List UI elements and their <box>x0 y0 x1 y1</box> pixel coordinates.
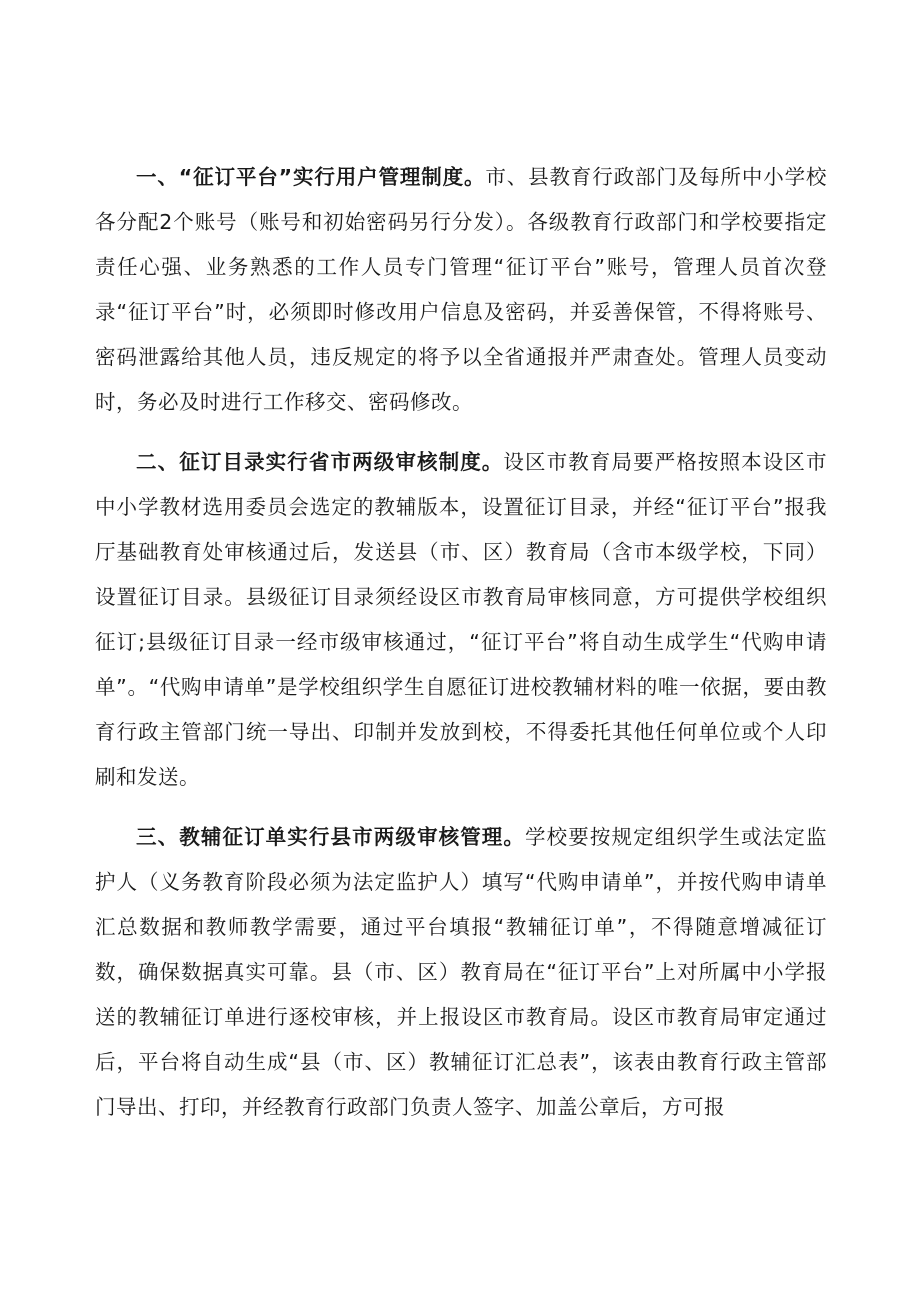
paragraph-body: 学校要按规定组织学生或法定监护人（义务教育阶段必须为法定监护人）填写“代购申请单”，并按代购申请单汇总数据和教师教学需要，通过平台填报“教辅征订单”，不得随意增减征订数，确保数据真实可靠。县（市、区）教育局在“征订平台”上对所属中小学报送的教辅征订单进行逐校审核，并上报设区市教育局。设区市教育局审定通过后，平台将自动生成“县（市、区）教辅征订汇总表”，该表由教育行政主管部门导出、打印，并经教育行政部门负责人签字、加盖公章后，方可报 <box>95 825 827 1119</box>
paragraph-user-management <box>95 155 827 425</box>
paragraph-heading: 一、“征订平台”实行用户管理制度。 <box>136 165 486 189</box>
document-page <box>95 155 827 1145</box>
paragraph-order-review <box>95 815 827 1130</box>
paragraph-heading: 三、教辅征订单实行县市两级审核管理。 <box>136 825 526 849</box>
paragraph-catalog-review <box>95 440 827 800</box>
paragraph-body: 设区市教育局要严格按照本设区市中小学教材选用委员会选定的教辅版本，设置征订目录，并经“征订平台”报我厅基础教育处审核通过后，发送县（市、区）教育局（含市本级学校，下同）设置征订目录。县级征订目录须经设区市教育局审核同意，方可提供学校组织征订;县级征订目录一经市级审核通过，“征订平台”将自动生成学生“代购申请单”。“代购申请单”是学校组织学生自愿征订进校教辅材料的唯一依据，要由教育行政主管部门统一导出、印制并发放到校，不得委托其他任何单位或个人印刷和发送。 <box>95 450 828 789</box>
paragraph-body: 市、县教育行政部门及每所中小学校各分配2个账号（账号和初始密码另行分发）。各级教育行政部门和学校要指定责任心强、业务熟悉的工作人员专门管理“征订平台”账号，管理人员首次登录“征订平台”时，必须即时修改用户信息及密码，并妥善保管，不得将账号、密码泄露给其他人员，违反规定的将予以全省通报并严肃查处。管理人员变动时，务必及时进行工作移交、密码修改。 <box>95 165 828 414</box>
paragraph-heading: 二、征订目录实行省市两级审核制度。 <box>136 450 504 474</box>
